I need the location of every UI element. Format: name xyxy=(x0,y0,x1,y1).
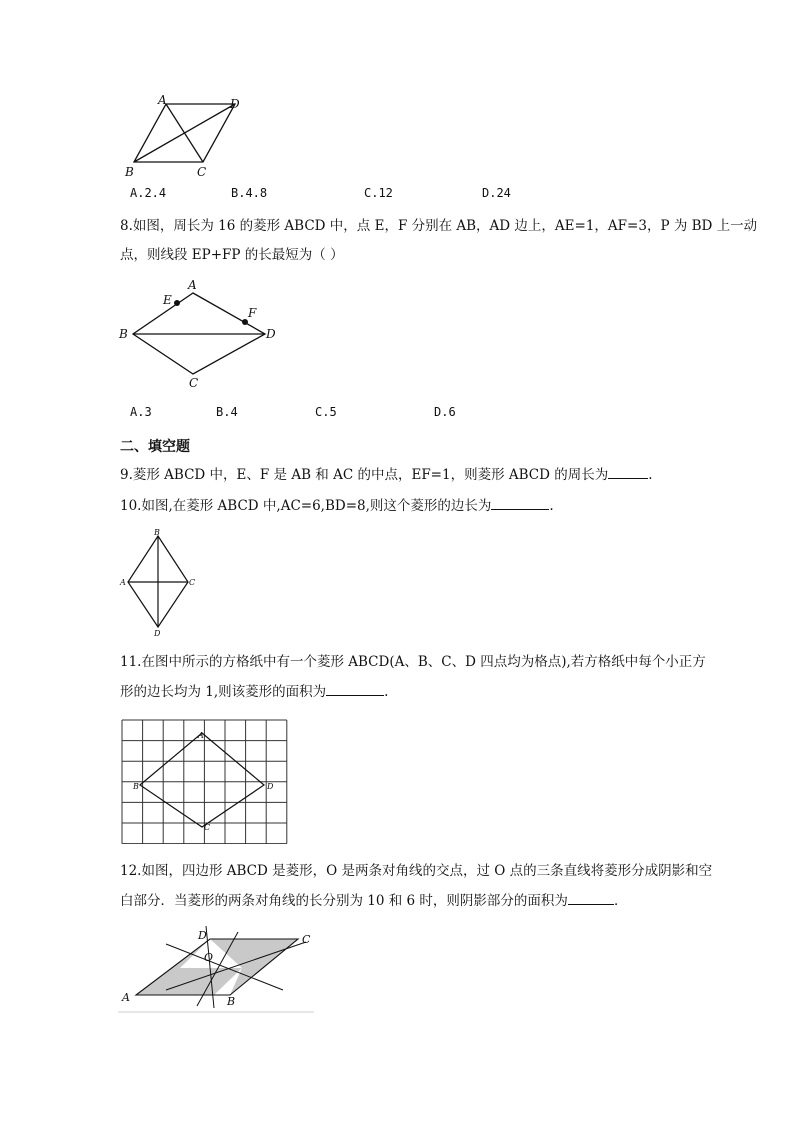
q12-answer-blank[interactable] xyxy=(568,892,614,905)
q8-label-d: D xyxy=(266,327,276,341)
q8-label-a: A xyxy=(188,278,197,292)
section-title: 二、填空题 xyxy=(120,439,190,455)
q12-rhombus-figure xyxy=(118,926,318,1016)
q8-label-c: C xyxy=(189,376,199,388)
q11-answer-blank[interactable] xyxy=(326,683,384,696)
q7-option-a[interactable]: A.2.4 xyxy=(130,186,167,200)
q7-option-d[interactable]: D.24 xyxy=(482,186,511,200)
q8-option-b[interactable]: B.4 xyxy=(216,405,238,419)
q9-question xyxy=(120,466,653,484)
q12-label-o: O xyxy=(204,951,214,964)
q8-label-e: E xyxy=(163,293,172,307)
q10-answer-blank[interactable] xyxy=(491,497,549,510)
q12-label-c: C xyxy=(302,933,311,946)
q10-label-b: B xyxy=(154,528,160,537)
q9-text: 9.菱形 ABCD 中，E、F 是 AB 和 AC 的中点，EF=1，则菱形 ABCD 的周长为 xyxy=(120,467,609,483)
q12-text: 白部分．当菱形的两条对角线的长分别为 10 和 6 时，则阴影部分的面积为 xyxy=(120,893,568,909)
q7-option-c[interactable]: C.12 xyxy=(364,186,393,200)
q11-question-line1: 11.在图中所示的方格纸中有一个菱形 ABCD(A、B、C、D 四点均为格点),若方格纸中每个小正方 xyxy=(120,654,706,670)
q12-question-line1: 12.如图，四边形 ABCD 是菱形，O 是两条对角线的交点，过 O 点的三条直线将菱形分成阴影和空 xyxy=(120,863,713,879)
q10-label-d: D xyxy=(154,629,161,638)
q10-end: . xyxy=(549,498,554,514)
q11-text: 形的边长均为 1,则该菱形的面积为 xyxy=(120,684,327,700)
q9-answer-blank[interactable] xyxy=(608,466,648,479)
q11-label-b: B xyxy=(133,782,139,791)
q8-question-line2: 点，则线段 EP+FP 的长最短为（ ） xyxy=(120,247,344,263)
q8-label-f: F xyxy=(248,306,257,320)
q11-grid-figure xyxy=(120,718,292,844)
q8-option-c[interactable]: C.5 xyxy=(315,405,337,419)
q7-label-b: B xyxy=(125,165,134,179)
q11-label-d: D xyxy=(267,782,274,791)
q10-question xyxy=(120,497,554,515)
q11-question-line2 xyxy=(120,683,388,701)
q11-label-a: A xyxy=(198,731,204,740)
q10-label-a: A xyxy=(120,578,126,587)
q7-option-b[interactable]: B.4.8 xyxy=(231,186,268,200)
q10-rhombus-figure xyxy=(118,528,202,640)
q7-label-c: C xyxy=(197,165,207,179)
q8-rhombus-figure xyxy=(115,276,285,388)
q7-rhombus-figure xyxy=(120,92,260,180)
q8-option-d[interactable]: D.6 xyxy=(434,405,456,419)
q10-label-c: C xyxy=(189,578,196,587)
q7-label-d: D xyxy=(230,97,240,111)
q12-label-d: D xyxy=(198,929,207,942)
q8-question-line1: 8.如图，周长为 16 的菱形 ABCD 中，点 E，F 分别在 AB，AD 边上，AE=1，AF=3，P 为 BD 上一动 xyxy=(120,218,758,234)
q8-option-a[interactable]: A.3 xyxy=(130,405,152,419)
q12-end: ． xyxy=(613,893,628,909)
q12-label-b: B xyxy=(227,995,236,1008)
q7-label-a: A xyxy=(158,93,167,107)
q8-label-b: B xyxy=(119,327,128,341)
q12-question-line2 xyxy=(120,892,627,910)
q9-end: . xyxy=(648,467,653,483)
q11-end: . xyxy=(384,684,389,700)
q11-label-c: C xyxy=(204,823,211,832)
q12-label-a: A xyxy=(122,991,130,1004)
q10-text: 10.如图,在菱形 ABCD 中,AC=6,BD=8,则这个菱形的边长为 xyxy=(120,498,492,514)
